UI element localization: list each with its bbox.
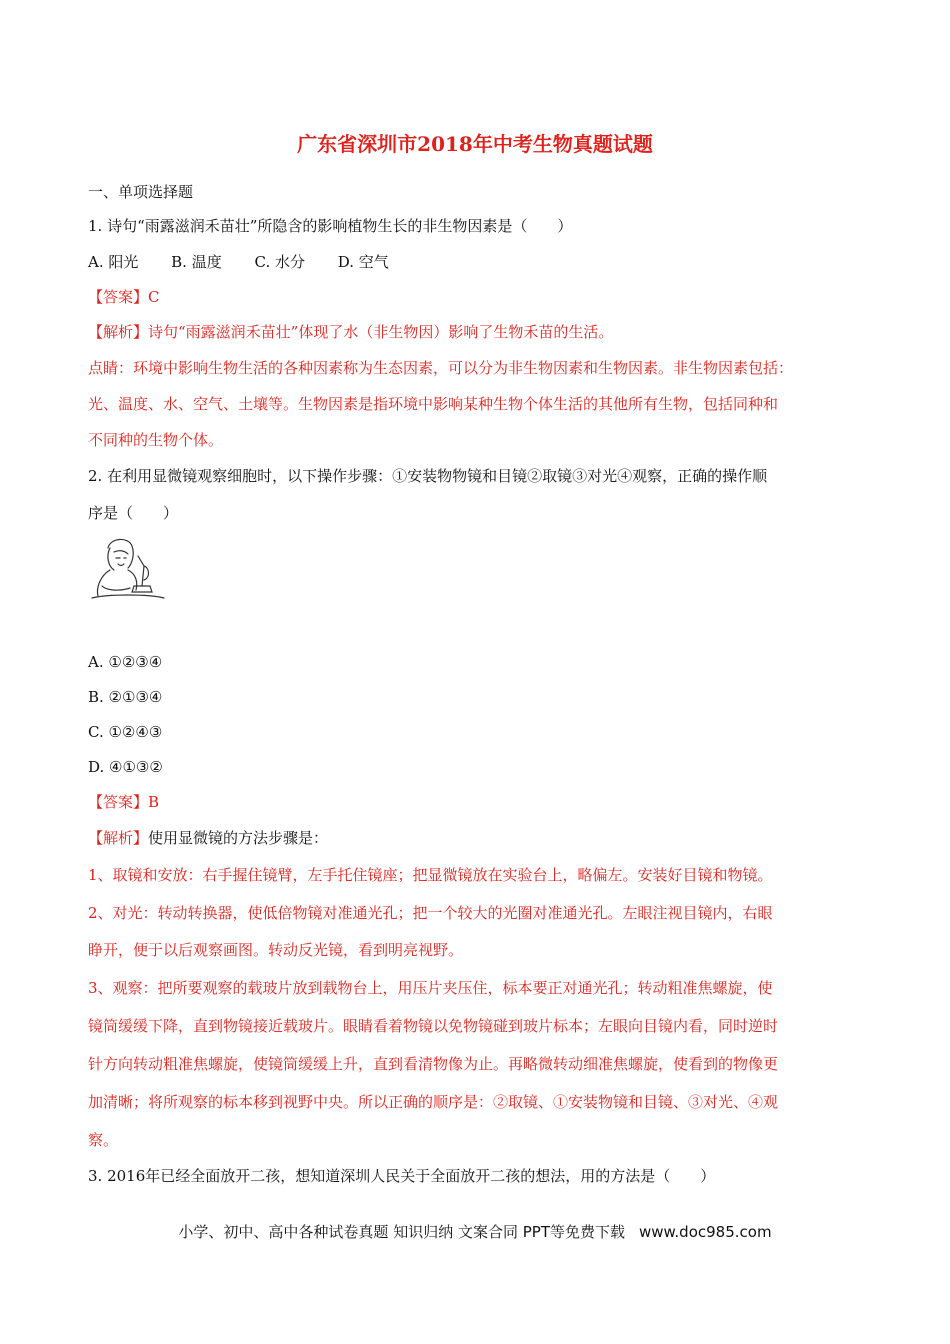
- q1-answer-tag: 【答案】: [88, 288, 149, 306]
- microscope-student-illustration: [88, 536, 166, 608]
- q2-note-line: 2、对光：转动转换器，使低倍物镜对准通光孔；把一个较大的光圈对准通光孔。左眼注视目镜内，右眼: [88, 904, 773, 922]
- q2-answer-tag: 【答案】: [88, 793, 149, 811]
- q1-option-a: A. 阳光: [88, 253, 139, 271]
- q2-note-line: 针方向转动粗准焦螺旋，使镜筒缓缓上升，直到看清物像为止。再略微转动细准焦螺旋，使看到的物像更: [88, 1055, 779, 1073]
- footer-text: 小学、初中、高中各种试卷真题 知识归纳 文案合同 PPT等免费下载: [178, 1223, 625, 1241]
- q2-note-line: 镜筒缓缓下降，直到物镜接近载玻片。眼睛看着物镜以免物镜碰到玻片标本；左眼向目镜内看，同时逆时: [88, 1017, 779, 1035]
- q1-note-line: 光、温度、水、空气、土壤等。生物因素是指环境中影响某种生物个体生活的其他所有生物，包括同种和: [88, 395, 779, 413]
- q2-answer: [88, 792, 878, 812]
- q2-option-d: D. ④①③②: [88, 758, 163, 776]
- q2-note-line: 睁开，便于以后观察画图。转动反光镜，看到明亮视野。: [88, 941, 464, 959]
- page-footer: [0, 1221, 950, 1242]
- question-1-stem: 1. 诗句“雨露滋润禾苗壮”所隐含的影响植物生长的非生物因素是（ ）: [88, 217, 573, 235]
- q2-option-b: B. ②①③④: [88, 688, 163, 706]
- q1-option-b: B. 温度: [171, 253, 222, 271]
- q1-option-c: C. 水分: [254, 253, 305, 271]
- q2-analysis: [88, 828, 878, 848]
- q1-analysis-tag: 【解析】: [88, 323, 149, 341]
- q1-analysis: [88, 322, 878, 342]
- q1-option-d: D. 空气: [337, 253, 389, 271]
- q1-answer-value: C: [148, 288, 160, 306]
- q2-analysis-text: 使用显微镜的方法步骤是：: [148, 829, 329, 847]
- q1-note-line: 不同种的生物个体。: [88, 431, 224, 449]
- question-3-stem: 3. 2016年已经全面放开二孩，想知道深圳人民关于全面放开二孩的想法，用的方法是（ ）: [88, 1167, 716, 1185]
- q1-analysis-text: 诗句“雨露滋润禾苗壮”体现了水（非生物因）影响了生物禾苗的生活。: [148, 323, 614, 341]
- question-1-options: [88, 252, 878, 272]
- q1-answer: [88, 287, 878, 307]
- q2-analysis-tag: 【解析】: [88, 829, 149, 847]
- q2-note-line: 1、取镜和安放：右手握住镜臂，左手托住镜座；把显微镜放在实验台上，略偏左。安装好目镜和物镜。: [88, 866, 773, 884]
- q2-answer-value: B: [148, 793, 160, 811]
- q2-option-c: C. ①②④③: [88, 723, 163, 741]
- q2-option-a: A. ①②③④: [88, 653, 163, 671]
- section-heading: 一、单项选择题: [88, 183, 194, 201]
- question-2-stem: 2. 在利用显微镜观察细胞时，以下操作步骤：①安装物物镜和目镜②取镜③对光④观察，正确的操作顺: [88, 467, 768, 485]
- q2-note-line: 加清晰；将所观察的标本移到视野中央。所以正确的顺序是：②取镜、①安装物镜和目镜、③对光、④观: [88, 1093, 779, 1111]
- q2-note-line: 3、观察：把所要观察的载玻片放到载物台上，用压片夹压住，标本要正对通光孔；转动粗准焦螺旋，使: [88, 979, 773, 997]
- q2-note-line: 察。: [88, 1131, 119, 1149]
- footer-url[interactable]: www.doc985.com: [638, 1223, 772, 1241]
- page-title: 广东省深圳市2018年中考生物真题试题: [297, 132, 653, 156]
- q1-note-line: 点睛：环境中影响生物生活的各种因素称为生态因素，可以分为非生物因素和生物因素。非生物因素包括：: [88, 359, 794, 377]
- question-2-stem: 序是（ ）: [88, 504, 179, 522]
